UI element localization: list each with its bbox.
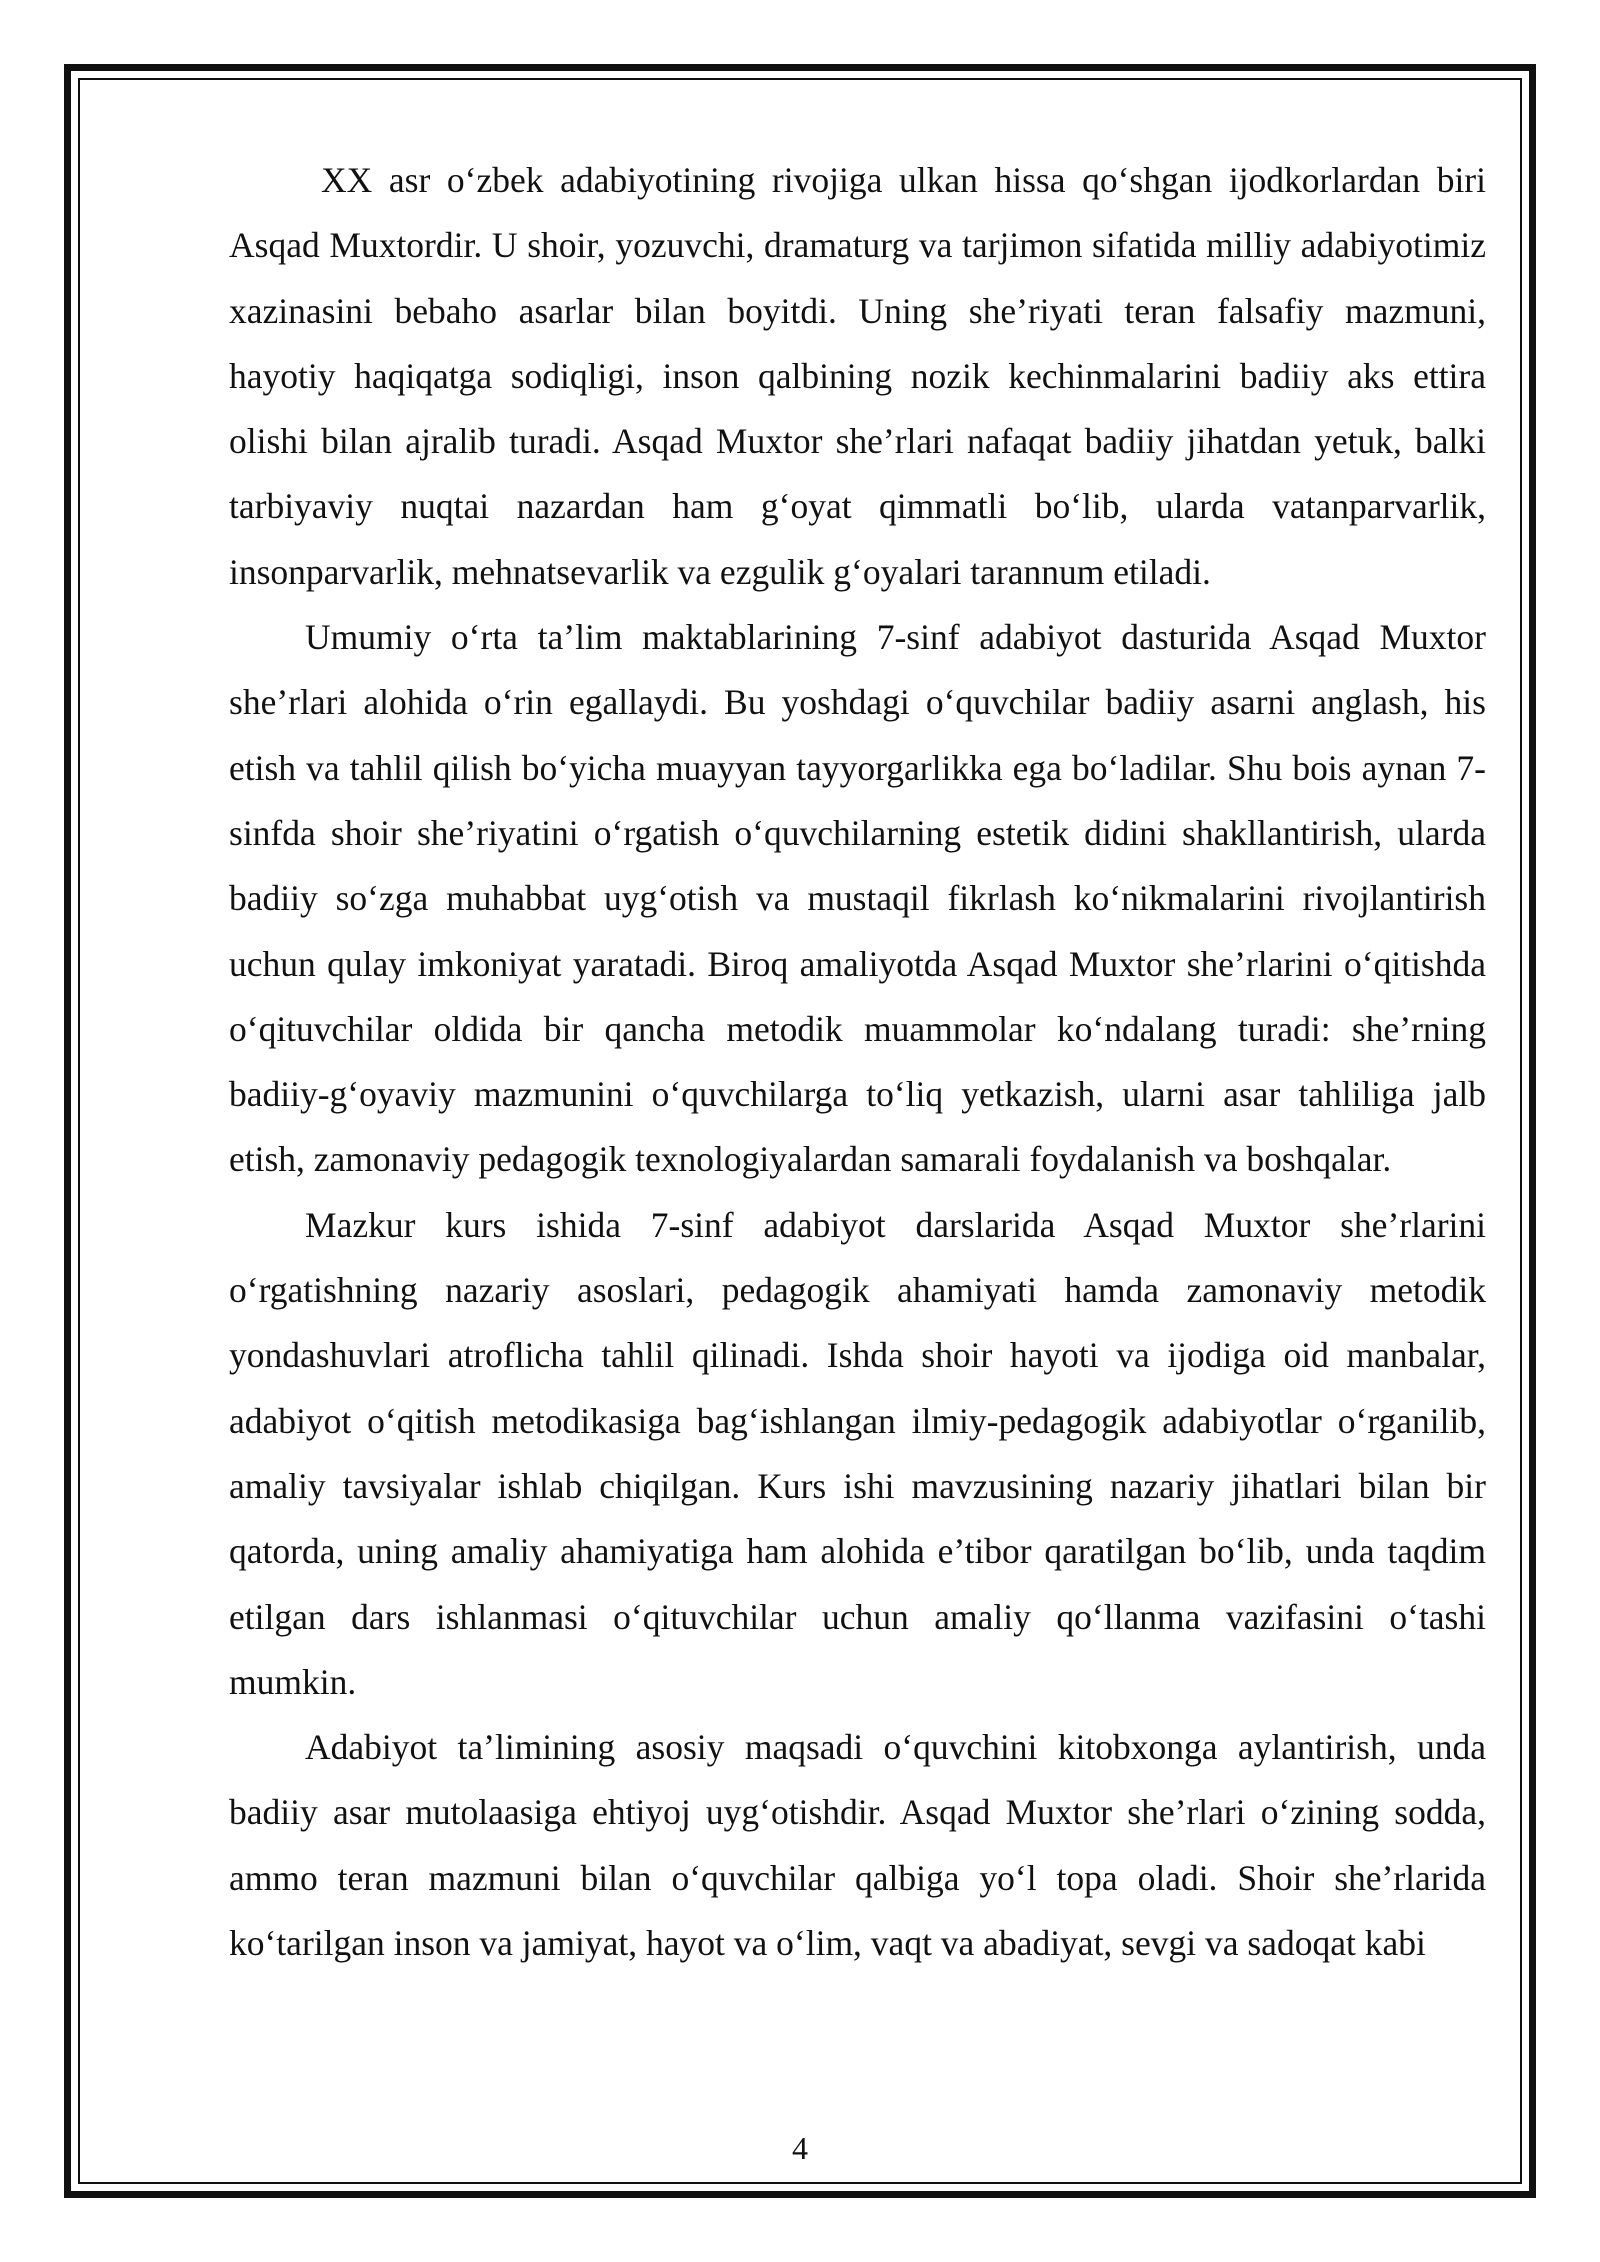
paragraph-2: Umumiy o‘rta ta’lim maktablarining 7-sinf adabiyot dasturida Asqad Muxtor she’rlari alohida o‘rin egallaydi. Bu yoshdagi o‘quvchilar badiiy asarni anglash, his etish va tahlil qilish bo‘yicha muayyan tayyorgarlikka ega bo‘ladilar. Shu bois aynan 7-sinfda shoir she’riyatini o‘rgatish o‘quvchilarning estetik didini shakllantirish, ularda badiiy so‘zga muhabbat uyg‘otish va mustaqil fikrlash ko‘nikmalarini rivojlantirish uchun qulay imkoniyat yaratadi. Biroq amaliyotda Asqad Muxtor she’rlarini o‘qitishda o‘qituvchilar oldida bir qancha metodik muammolar ko‘ndalang turadi: she’rning badiiy-g‘oyaviy mazmunini o‘quvchilarga to‘liq yetkazish, ularni asar tahliliga jalb etish, zamonaviy pedagogik texnologiyalardan samarali foydalanish va boshqalar. — [229, 617, 1486, 1180]
paragraph-1: XX asr o‘zbek adabiyotining rivojiga ulkan hissa qo‘shgan ijodkorlardan biri Asqad Muxtordir. U shoir, yozuvchi, dramaturg va tarjimon sifatida milliy adabiyotimiz xazinasini bebaho asarlar bilan boyitdi. Uning she’riyati teran falsafiy mazmuni, hayotiy haqiqatga sodiqligi, inson qalbining nozik kechinmalarini badiiy aks ettira olishi bilan ajralib turadi. Asqad Muxtor she’rlari nafaqat badiiy jihatdan yetuk, balki tarbiyaviy nuqtai nazardan ham g‘oyat qimmatli bo‘lib, ularda vatanparvarlik, insonparvarlik, mehnatsevarlik va ezgulik g‘oyalari tarannum etiladi. — [229, 160, 1486, 592]
page-number: 4 — [792, 2130, 808, 2166]
paragraph-3: Mazkur kurs ishida 7-sinf adabiyot darslarida Asqad Muxtor she’rlarini o‘rgatishning nazariy asoslari, pedagogik ahamiyati hamda zamonaviy metodik yondashuvlari atroflicha tahlil qilinadi. Ishda shoir hayoti va ijodiga oid manbalar, adabiyot o‘qitish metodikasiga bag‘ishlangan ilmiy-pedagogik adabiyotlar o‘rganilib, amaliy tavsiyalar ishlab chiqilgan. Kurs ishi mavzusining nazariy jihatlari bilan bir qatorda, uning amaliy ahamiyatiga ham alohida e’tibor qaratilgan bo‘lib, unda taqdim etilgan dars ishlanmasi o‘qituvchilar uchun amaliy qo‘llanma vazifasini o‘tashi mumkin. — [229, 1204, 1486, 1702]
body-text — [229, 148, 1486, 1976]
paragraph-4: Adabiyot ta’limining asosiy maqsadi o‘quvchini kitobxonga aylantirish, unda badiiy asar mutolaasiga ehtiyoj uyg‘otishdir. Asqad Muxtor she’rlari o‘zining sodda, ammo teran mazmuni bilan o‘quvchilar qalbiga yo‘l topa oladi. Shoir she’rlarida ko‘tarilgan inson va jamiyat, hayot va o‘lim, vaqt va abadiyat, sevgi va sadoqat kabi — [229, 1727, 1486, 1964]
